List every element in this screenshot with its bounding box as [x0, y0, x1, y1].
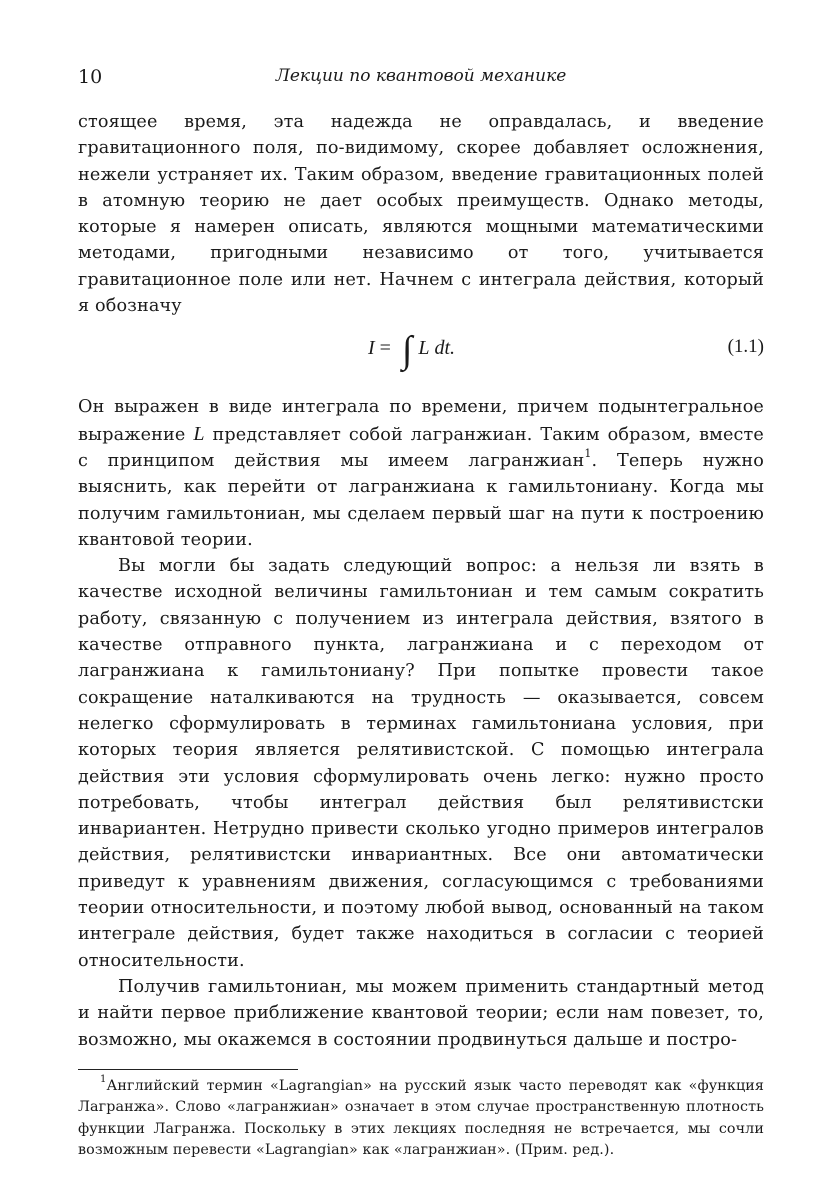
footnote-mark: 1: [100, 1074, 107, 1086]
footnote-rule: [78, 1069, 298, 1070]
paragraph-hamiltonian: Получив гамильтониан, мы можем применить стандартный метод и найти первое приближение квантовой теории; если нам повезет, то, возможно, мы окажемся в состоянии продвинуться дальше и постро-: [78, 976, 764, 1050]
footnote-reference: 1: [584, 447, 592, 461]
page-number: 10: [78, 66, 103, 88]
equation-1-1: [78, 324, 764, 386]
equation-equals: =: [379, 337, 391, 360]
book-page: [78, 62, 764, 1162]
equation-differential: dt.: [434, 337, 456, 360]
equation-body: [368, 328, 455, 372]
integral-sign: ∫: [401, 329, 413, 372]
paragraph-text: представляет собой лагранжиан. Таким образом, вместе с принципом действия мы имеем лагранжиан: [78, 424, 764, 471]
footnote: [78, 1076, 764, 1162]
variable-L: L: [193, 422, 205, 445]
paragraph-continuation: стоящее время, эта надежда не оправдалась, и введение гравитационного поля, по-видимому, скорее добавляет осложнения, нежели устраняет их. Таким образом, введение гравитационных полей в атомную теорию не дает особых преимуществ. Однако методы, которые я намерен описать, являются мощными математическими методами, пригодными независимо от того, учитывается гравитационное поле или нет. Начнем с интеграла действия, который я обозначу: [78, 112, 764, 317]
equation-integrand: L: [418, 337, 430, 360]
running-title: Лекции по квантовой механике: [275, 66, 567, 86]
paragraph-text: Он выражен в виде интеграла по времени, причем подынтегральное выражение: [78, 397, 764, 445]
page-header: [78, 62, 764, 92]
paragraph-lagrangian: [78, 394, 764, 553]
paragraph-question: Вы могли бы задать следующий вопрос: а нельзя ли взять в качестве исходной величины гамильтониан и тем самым сократить работу, связанную с получением из интеграла действия, взятого в качестве отправного пункта, лагранжиана и с переходом от лагранжиана к гамильтониану? При попытке провести такое сокращение наталкиваются на трудность — оказывается, совсем нелегко сформулировать в терминах гамильтониана условия, при которых теория является релятивистской. С помощью интеграла действия эти условия сформулировать очень легко: нужно просто потребовать, чтобы интеграл действия был релятивистски инвариантен. Нетрудно привести сколько угодно примеров интегралов действия, релятивистски инвариантных. Все они автоматически приведут к уравнениям движения, согласующимся с требованиями теории относительности, и поэтому любой вывод, основанный на таком интеграле действия, будет также находиться в согласии с теорией относительности.: [78, 556, 764, 971]
paragraph-text: . Теперь нужно выяснить, как перейти от лагранжиана к гамильтониану. Когда мы получим гамильтониан, мы сделаем первый шаг на пути к построению квантовой теории.: [78, 450, 764, 550]
equation-number: (1.1): [727, 336, 764, 358]
equation-lhs: I: [368, 337, 375, 360]
footnote-text: Английский термин «Lagrangian» на русский язык часто переводят как «функция Лагранжа». Слово «лагранжиан» означает в этом случае пространственную плотность функции Лагранжа. Поскольку в этих лекциях последняя не встречается, мы сочли возможным перевести «Lagrangian» как «лагранжиан». (Прим. ред.).: [78, 1077, 764, 1159]
